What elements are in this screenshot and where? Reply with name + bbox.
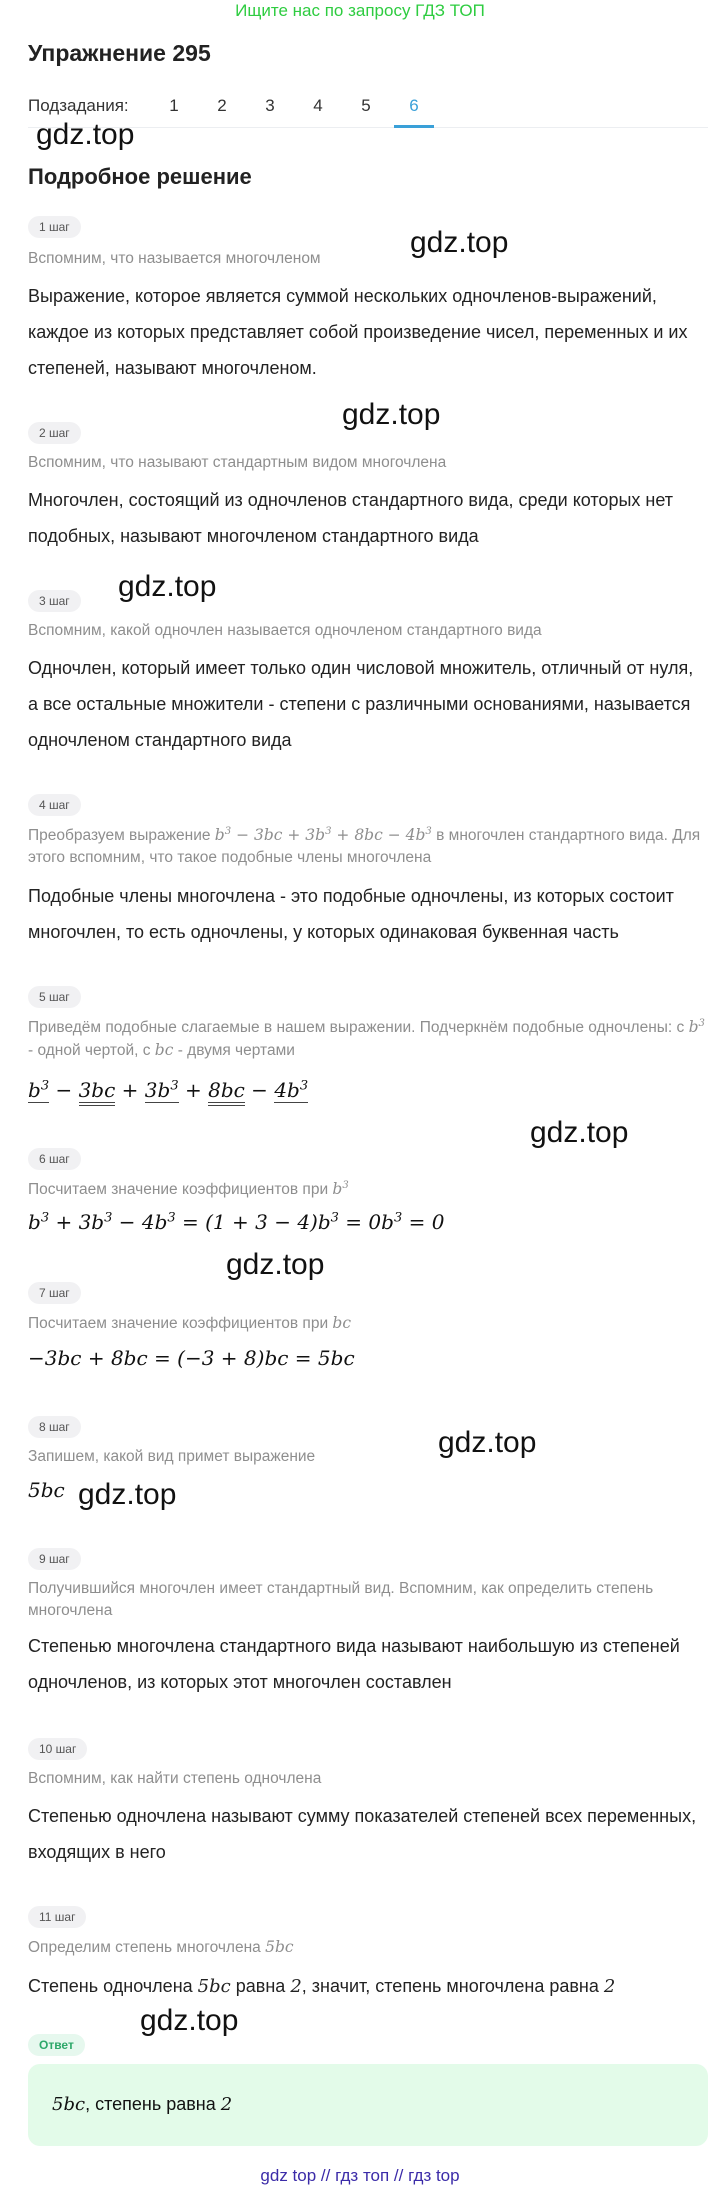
step-7-hint-text: Посчитаем значение коэффициентов при: [28, 1315, 329, 1332]
watermark: gdz.top: [410, 226, 509, 259]
step-11-degree: 2: [290, 1976, 302, 1997]
watermark: gdz.top: [118, 570, 217, 603]
step-3-badge: 3 шаг: [28, 590, 81, 612]
subtask-tab-1[interactable]: 1: [169, 96, 179, 115]
step-1-text: Выражение, которое является суммой нескольких одночленов-выражений, каждое из которых представляет собой произведение чисел, переменных и их степеней, называют многочленом.: [28, 286, 688, 378]
step-4-expression: $b^3 - 3bc + 3b^3 + 8bc - 4b^3$: [214, 825, 432, 844]
subtask-tab-4[interactable]: 4: [313, 96, 323, 115]
step-10-text: Степенью одночлена называют сумму показателей степеней всех переменных, входящих в него: [28, 1806, 697, 1862]
step-2-text: Многочлен, состоящий из одночленов стандартного вида, среди которых нет подобных, называют многочленом стандартного вида: [28, 490, 673, 546]
footer-links[interactable]: gdz top // гдз топ // гдз top: [260, 2166, 460, 2185]
step-6-expression: $b^3 + 3b^3 - 4b^3 = (1 + 3 - 4)b^3 = 0b^3 = 0$: [28, 1210, 445, 1234]
step-7-expression: −3bc + 8bc = (−3 + 8)bc = 5bc: [28, 1346, 355, 1370]
step-1-hint: Вспомним, что называется многочленом: [28, 250, 321, 267]
step-11-badge: 11 шаг: [28, 1906, 86, 1928]
step-7-badge: 7 шаг: [28, 1282, 81, 1304]
answer-5bc: 5bc: [52, 2094, 86, 2115]
step-7-hint: [28, 1312, 708, 1335]
step-8-result: 5bc: [28, 1478, 65, 1502]
step-5-hint-b: - одной чертой, с: [28, 1042, 151, 1059]
step-3-text: Одночлен, который имеет только один числовой множитель, отличный от нуля, а все остальные множители - степени с различными основаниями, называется одночленом стандартного вида: [28, 658, 694, 750]
watermark: gdz.top: [78, 1478, 177, 1511]
step-6-badge: 6 шаг: [28, 1148, 81, 1170]
answer-box: [28, 2064, 708, 2146]
answer-badge: Ответ: [28, 2034, 85, 2056]
subtasks-label: Подзадания:: [28, 96, 129, 115]
subtask-tab-6[interactable]: 6: [394, 96, 434, 128]
step-5-hint-a: Приведём подобные слагаемые в нашем выражении. Подчеркнём подобные одночлены: с: [28, 1019, 685, 1036]
step-4-text: Подобные члены многочлена - это подобные одночлены, из которых состоит многочлен, то есть одночлены, у которых одинаковая буквенная часть: [28, 886, 674, 942]
step-10-badge: 10 шаг: [28, 1738, 87, 1760]
step-11-5bc-text: 5bc: [197, 1976, 231, 1997]
step-8-hint: Запишем, какой вид примет выражение: [28, 1448, 316, 1465]
step-4-hint: [28, 824, 708, 869]
step-5-bc: bc: [154, 1041, 174, 1059]
step-2-hint: Вспомним, что называют стандартным видом многочлена: [28, 454, 447, 471]
step-8-badge: 8 шаг: [28, 1416, 81, 1438]
step-11-text-a: Степень одночлена: [28, 1976, 193, 1996]
promo-banner[interactable]: Ищите нас по запросу ГДЗ ТОП: [235, 1, 485, 20]
watermark: gdz.top: [226, 1248, 325, 1281]
step-11-hint: [28, 1936, 708, 1959]
step-5-badge: 5 шаг: [28, 986, 81, 1008]
step-5-b3: $b^3$: [688, 1017, 705, 1036]
watermark: gdz.top: [438, 1426, 537, 1459]
step-4-badge: 4 шаг: [28, 794, 81, 816]
answer-text: [52, 2094, 232, 2115]
step-2-badge: 2 шаг: [28, 422, 81, 444]
section-title: Подробное решение: [28, 164, 252, 189]
step-6-b3: $b^3$: [332, 1179, 349, 1198]
step-1-badge: 1 шаг: [28, 216, 81, 238]
step-6-hint: [28, 1178, 708, 1201]
step-11-degree-result: 2: [603, 1976, 616, 1997]
step-5-hint-c: - двумя чертами: [177, 1042, 295, 1059]
subtask-tab-2[interactable]: 2: [217, 96, 227, 115]
step-11-5bc: 5bc: [265, 1938, 294, 1956]
step-7-bc: bc: [332, 1314, 352, 1332]
watermark: gdz.top: [342, 398, 441, 431]
step-11-text-b: равна: [235, 1976, 286, 1996]
watermark: gdz.top: [530, 1116, 629, 1149]
page-title: Упражнение 295: [28, 40, 211, 66]
step-9-text: Степенью многочлена стандартного вида называют наибольшую из степеней одночленов, из которых этот многочлен составлен: [28, 1636, 680, 1692]
watermark: gdz.top: [36, 118, 135, 151]
answer-text-main: , степень равна: [85, 2094, 216, 2114]
step-4-hint-post: в многочлен стандартного вида. Для этого вспомним, что такое подобные члены многочлена: [28, 827, 701, 866]
step-11-text: [28, 1968, 708, 2005]
subtask-tab-5[interactable]: 5: [361, 96, 371, 115]
step-10-hint: Вспомним, как найти степень одночлена: [28, 1770, 322, 1787]
subtask-tab-3[interactable]: 3: [265, 96, 275, 115]
step-6-hint-text: Посчитаем значение коэффициентов при: [28, 1181, 329, 1198]
step-11-hint-text: Определим степень многочлена: [28, 1939, 261, 1956]
step-11-text-c: , значит, степень многочлена равна: [301, 1976, 599, 1996]
answer-degree: 2: [220, 2094, 233, 2115]
step-4-hint-pre: Преобразуем выражение: [28, 827, 211, 844]
watermark: gdz.top: [140, 2004, 239, 2037]
step-9-hint: Получившийся многочлен имеет стандартный вид. Вспомним, как определить степень многочлена: [28, 1580, 654, 1619]
step-3-hint: Вспомним, какой одночлен называется одночленом стандартного вида: [28, 622, 542, 639]
step-9-badge: 9 шаг: [28, 1548, 81, 1570]
step-5-hint: [28, 1016, 708, 1062]
step-5-expression: $b^3 - 3bc + 3b^3 + 8bc - 4b^3$: [28, 1078, 308, 1102]
